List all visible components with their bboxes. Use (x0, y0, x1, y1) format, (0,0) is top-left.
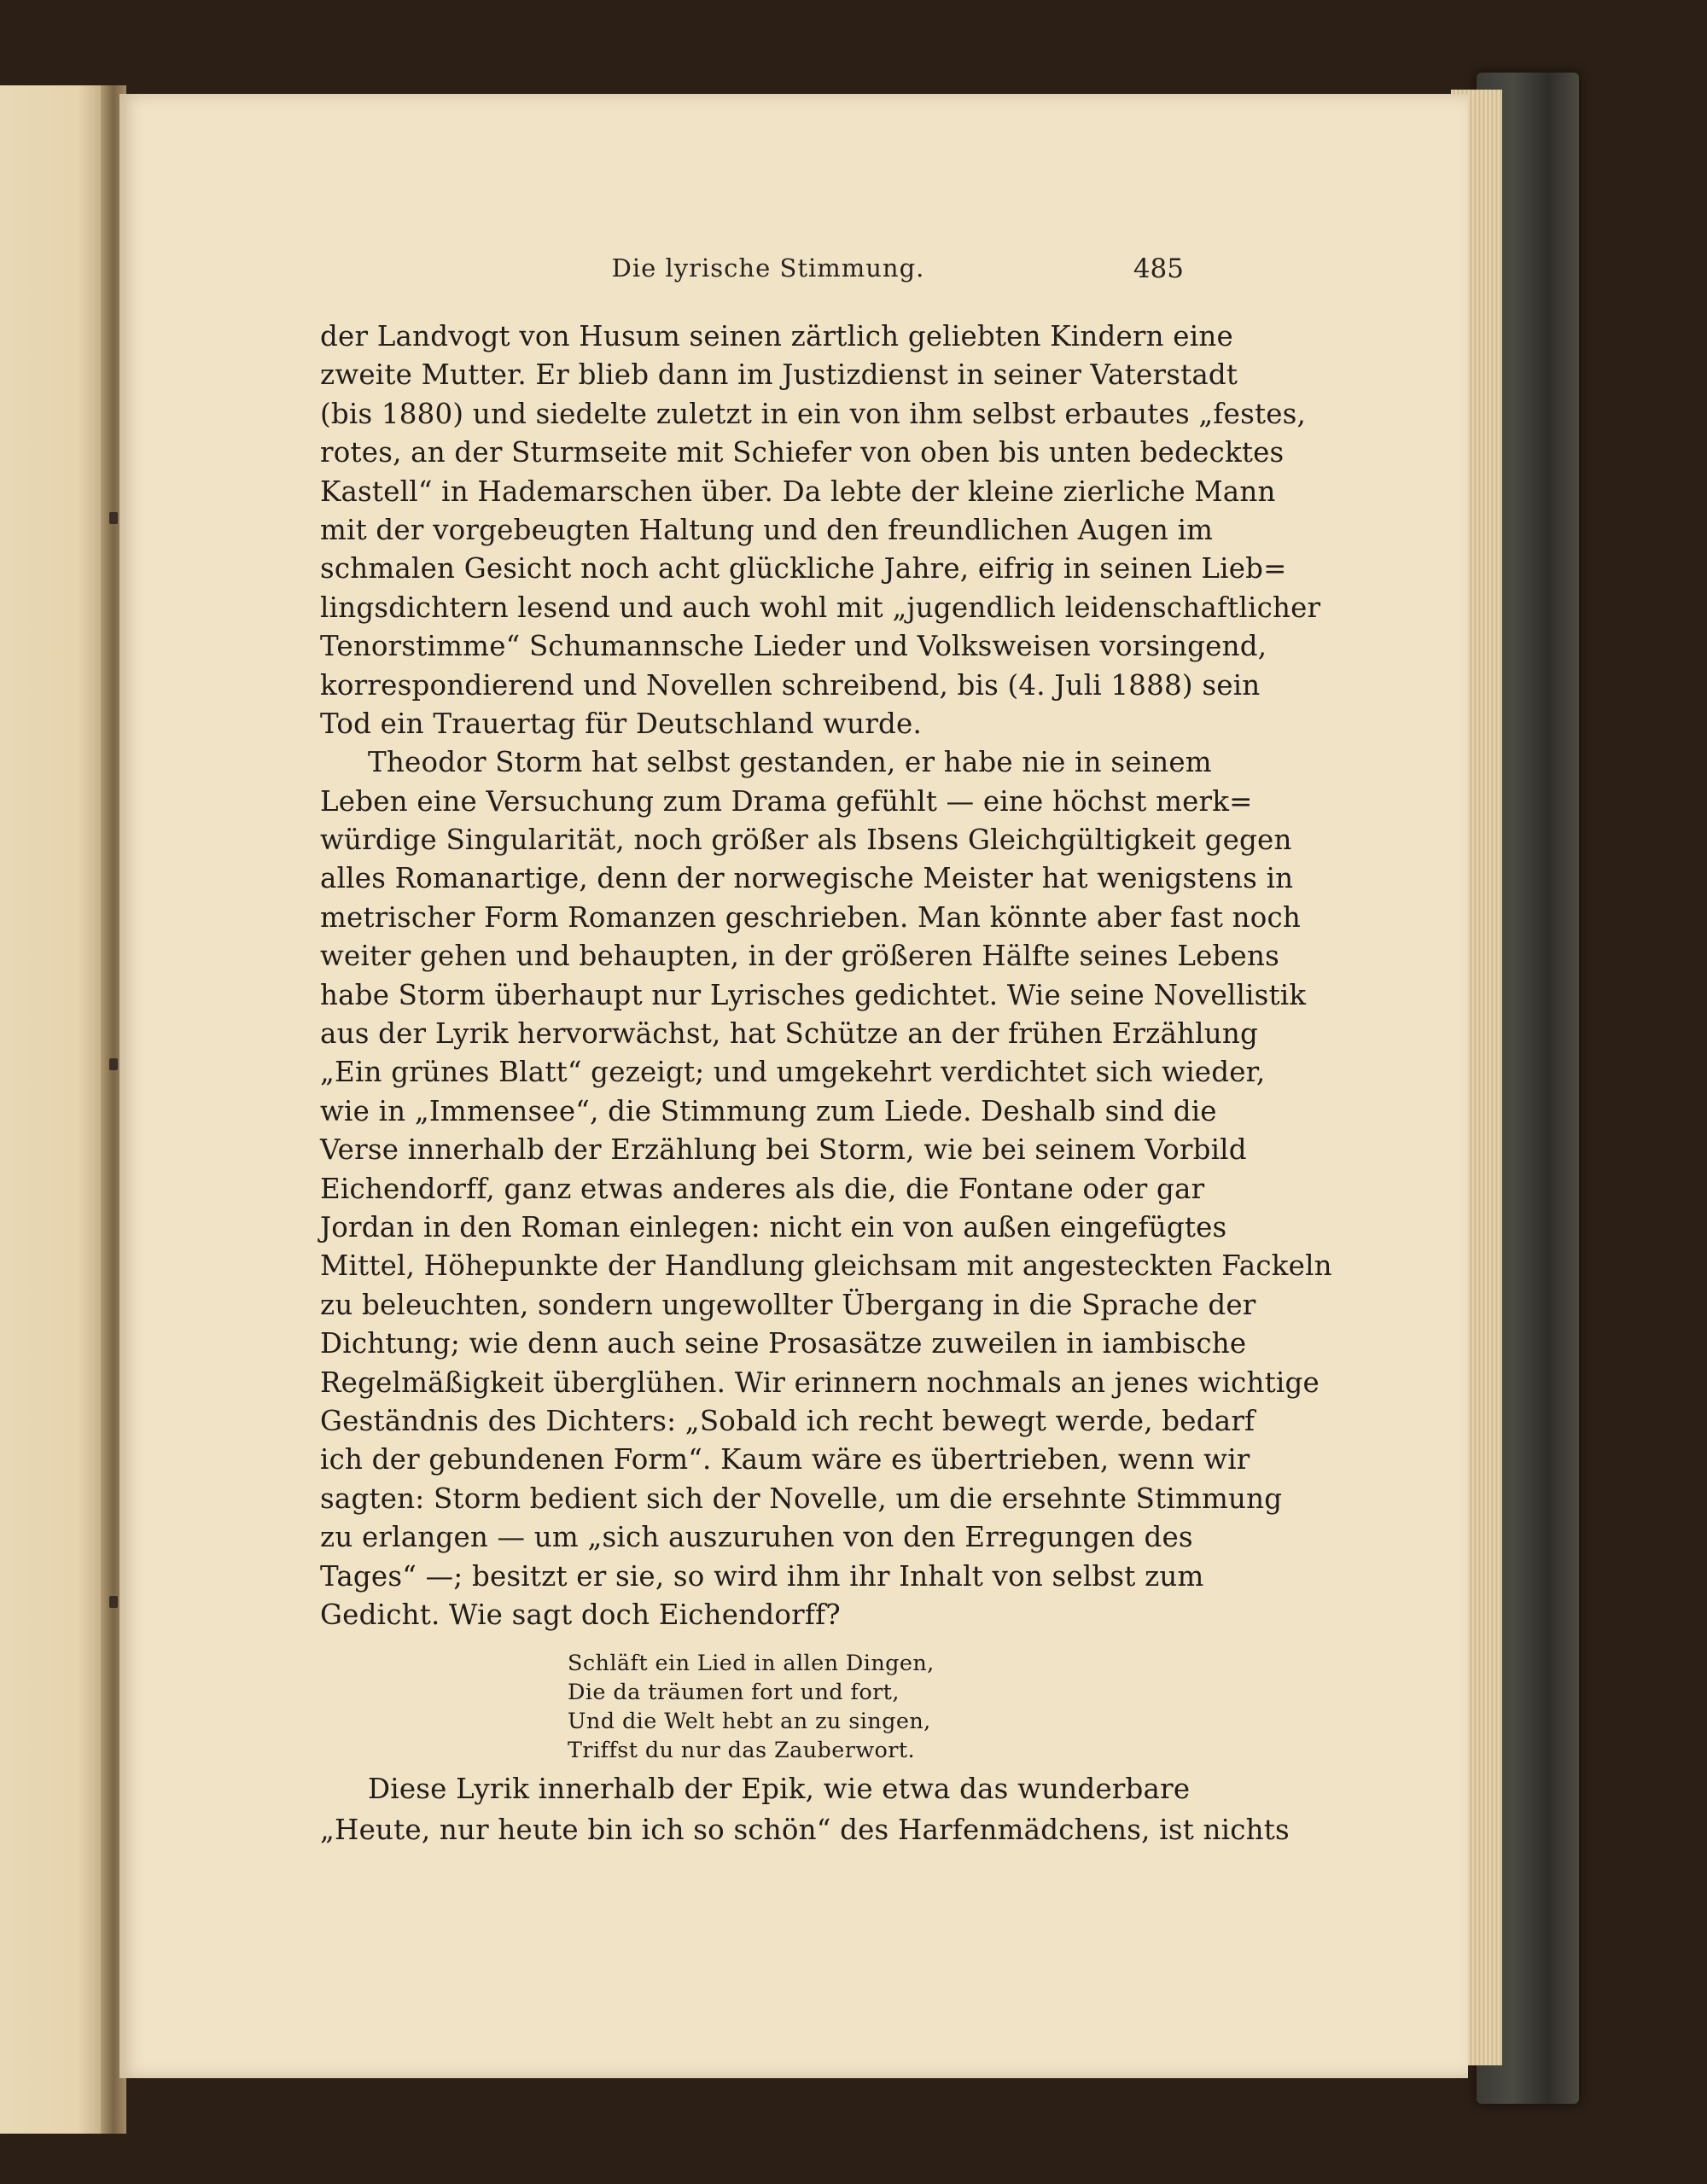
text-line: mit der vorgebeugten Haltung und den freundlichen Augen im (320, 513, 1214, 546)
binding-mark (109, 512, 118, 524)
poem-line: Und die Welt hebt an zu singen, (568, 1709, 931, 1734)
text-line: „Heute, nur heute bin ich so schön“ des Harfenmädchens, ist nichts (320, 1814, 1290, 1846)
poem-line: Die da träumen fort und fort, (568, 1680, 900, 1705)
text-line: Geständnis des Dichters: „Sobald ich recht bewegt werde, bedarf (320, 1404, 1255, 1437)
text-line: metrischer Form Romanzen geschrieben. Man könnte aber fast noch (320, 900, 1302, 934)
text-line: schmalen Gesicht noch acht glückliche Jahre, eifrig in seinen Lieb= (320, 552, 1287, 585)
binding-mark (109, 1058, 118, 1070)
text-line: wie in „Immensee“, die Stimmung zum Liede. Deshalb sind die (320, 1094, 1217, 1127)
text-line: rotes, an der Sturmseite mit Schiefer von oben bis unten bedecktes (320, 436, 1285, 469)
body-text-continued (320, 1768, 1290, 1850)
text-line: Jordan in den Roman einlegen: nicht ein von außen eingefügtes (320, 1210, 1227, 1243)
text-line: der Landvogt von Husum seinen zärtlich geliebten Kindern eine (320, 320, 1233, 352)
text-line: zweite Mutter. Er blieb dann im Justizdienst in seiner Vaterstadt (320, 358, 1238, 392)
text-line: Diese Lyrik innerhalb der Epik, wie etwa das wunderbare (368, 1773, 1191, 1805)
text-line: (bis 1880) und siedelte zuletzt in ein von ihm selbst erbautes „festes, (320, 397, 1307, 430)
text-line: weiter gehen und behaupten, in der größeren Hälfte seines Lebens (320, 940, 1279, 973)
text-line: Theodor Storm hat selbst gestanden, er habe nie in seinem (368, 746, 1212, 779)
poem-line: Schläft ein Lied in allen Dingen, (568, 1651, 935, 1676)
poem-line: Triffst du nur das Zauberwort. (568, 1738, 916, 1763)
text-line: ich der gebundenen Form“. Kaum wäre es übertrieben, wenn wir (320, 1443, 1250, 1476)
text-line: Tod ein Trauertag für Deutschland wurde. (320, 707, 923, 740)
text-line: würdige Singularität, noch größer als Ibsens Gleichgültigkeit gegen (320, 824, 1292, 857)
text-line: lingsdichtern lesend und auch wohl mit „jugendlich leidenschaftlicher (320, 591, 1321, 624)
text-line: Regelmäßigkeit überglühen. Wir erinnern nochmals an jenes wichtige (320, 1366, 1320, 1399)
text-line: aus der Lyrik hervorwächst, hat Schütze an der frühen Erzählung (320, 1017, 1259, 1051)
text-line: Eichendorff, ganz etwas anderes als die, die Fontane oder gar (320, 1172, 1205, 1205)
text-line: korrespondierend und Novellen schreibend, bis (4. Juli 1888) sein (320, 668, 1261, 702)
running-head: Die lyrische Stimmung. (611, 253, 925, 282)
text-line: zu beleuchten, sondern ungewollter Übergang in die Sprache der (320, 1288, 1256, 1321)
text-line: habe Storm überhaupt nur Lyrisches gedichtet. Wie seine Novellistik (320, 978, 1307, 1011)
text-line: sagten: Storm bedient sich der Novelle, um die ersehnte Stimmung (320, 1482, 1283, 1515)
text-line: Kastell“ in Hademarschen über. Da lebte der kleine zierliche Mann (320, 475, 1276, 508)
left-page-edge (0, 85, 111, 2134)
page-number: 485 (1133, 253, 1184, 284)
body-text (320, 317, 1332, 1634)
text-line: Tages“ —; besitzt er sie, so wird ihm ihr Inhalt von selbst zum (320, 1559, 1204, 1593)
text-line: „Ein grünes Blatt“ gezeigt; und umgekehrt verdichtet sich wieder, (320, 1056, 1266, 1089)
binding-mark (109, 1596, 118, 1608)
text-line: Dichtung; wie denn auch seine Prosasätze zuweilen in iambische (320, 1327, 1247, 1360)
poem-quote (568, 1649, 977, 1765)
text-line: Tenorstimme“ Schumannsche Lieder und Volksweisen vorsingend, (320, 630, 1267, 663)
text-line: Verse innerhalb der Erzählung bei Storm, wie bei seinem Vorbild (320, 1133, 1247, 1167)
text-line: Gedicht. Wie sagt doch Eichendorff? (320, 1598, 841, 1631)
text-line: alles Romanartige, denn der norwegische Meister hat wenigstens in (320, 862, 1294, 895)
text-line: Leben eine Versuchung zum Drama gefühlt — eine höchst merk= (320, 784, 1253, 818)
text-line: Mittel, Höhepunkte der Handlung gleichsam mit angesteckten Fackeln (320, 1249, 1332, 1283)
text-line: zu erlangen — um „sich auszuruhen von den Erregungen des (320, 1521, 1193, 1554)
